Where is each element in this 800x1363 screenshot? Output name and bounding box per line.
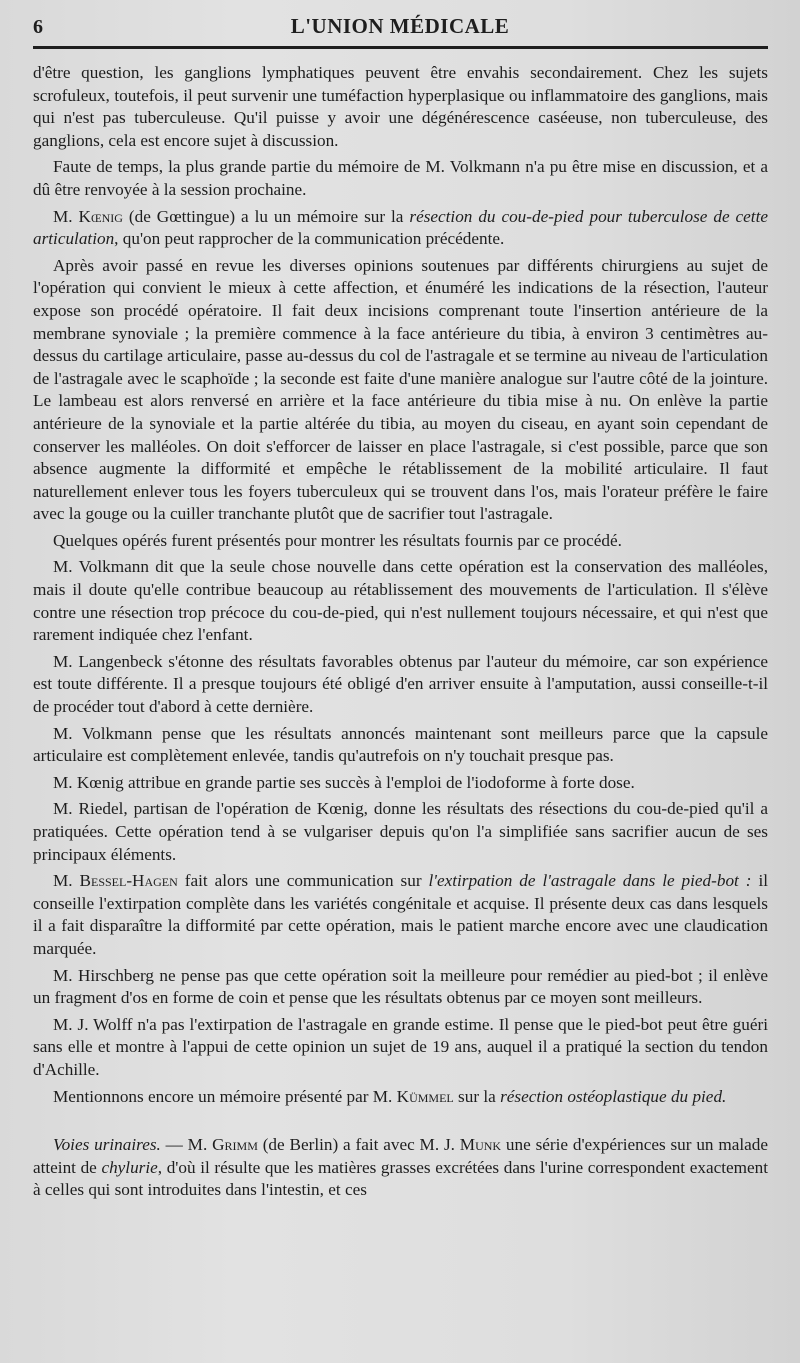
journal-title: L'UNION MÉDICALE [290, 14, 510, 38]
paragraph [33, 772, 768, 795]
paragraph [33, 651, 768, 719]
text-run: , qu'on peut rapprocher de la communication précédente. [114, 229, 505, 249]
text-run: M. J. Wolff n'a pas l'extirpation de l'astragale en grande estime. Il pense que le pied-bot peut être guéri sans elle et montre à l'appui de cette opinion un sujet de 19 ans, auquel il a pratiqué la section du tendon d'Achille. [33, 1014, 768, 1079]
author-name: Kœnig [78, 206, 123, 226]
author-name: Bessel-Hagen [79, 871, 178, 891]
text-run: une série d'expériences sur un malade atteint de [33, 1135, 768, 1177]
text-run: M. [53, 206, 79, 226]
page-header [0, 12, 800, 44]
paragraph [33, 965, 768, 1010]
text-run: — M. [160, 1135, 213, 1155]
italic-text: chylurie [101, 1157, 158, 1177]
text-run: M. Riedel, partisan de l'opération de Kœnig, donne les résultats des résections du cou-de-pied qu'il a pratiquées. Cette opération tend à se vulgariser depuis qu'on l'a simplifiée sans sacrifier aucun de ses principaux éléments. [33, 799, 768, 864]
paragraph [33, 1014, 768, 1082]
italic-text: résection du cou-de-pied pour tuberculose de cette articulation [33, 206, 768, 249]
paragraph [33, 1086, 768, 1109]
paragraph [33, 723, 768, 768]
article-body [33, 62, 768, 1206]
header-rule [33, 46, 768, 49]
italic-text: résection ostéoplastique du pied. [500, 1086, 727, 1106]
text-run: (de Gœttingue) a lu un mémoire sur la [122, 206, 410, 226]
text-run: M. Volkmann dit que la seule chose nouvelle dans cette opération est la conservation des malléoles, mais il doute qu'elle contribue beaucoup au rétablissement des mouvements de l'articulation. Il s'élève contre une résection trop précoce du cou-de-pied, qui n'est nullement toujours nécessaire, et qui n'est que rarement indiquée chez l'enfant. [33, 557, 768, 645]
text-run: Après avoir passé en revue les diverses opinions soutenues par différents chirurgiens au sujet de l'opération qui convient le mieux à cette affection, et énuméré les indications de la résection, l'auteur expose son procédé opératoire. Il fait deux incisions comprenant toute l'insertion antérieure de la membrane synoviale ; la première commence à la face antérieure du tibia, à environ 3 centimètres au-dessus du cartilage articulaire, passe au-dessus du col de l'astragale et se termine au niveau de l'articulation de l'astragale avec le scaphoïde ; la seconde est faite d'une manière analogue sur l'autre côté de la jointure. Le lambeau est alors renversé en arrière et la face antérieure du tibia mise à nu. On enlève la partie antérieure de la synoviale et la partie altérée du tibia, au moyen du ciseau, en ayant soin cependant de conserver les malléoles. On doit s'efforcer de laisser en place l'astragale, si c'est possible, parce que son absence augmente la difformité et empêche le rétablissement de la mobilité articulaire. Il faut naturellement enlever tous les foyers tuberculeux qui se trouvent dans l'os, mais l'orateur préfère le faire avec la gouge ou la cuiller tranchante plutôt que de sacrifier tout l'astragale. [33, 255, 768, 524]
paragraph [33, 255, 768, 526]
text-run: , d'où il résulte que les matières grasses excrétées dans l'urine correspondent exactement à celles qui sont introduites dans l'intestin, et ces [33, 1157, 768, 1200]
paragraph [33, 870, 768, 960]
text-run: (de Berlin) a fait avec M. J. [257, 1135, 460, 1155]
text-run: M. [53, 871, 80, 891]
text-run: M. Langenbeck s'étonne des résultats favorables obtenus par l'auteur du mémoire, car son expérience est toute différente. Il a presque toujours été obligé d'en arriver ensuite à l'amputation, aussi conseille-t-il de procéder tout d'abord à cette dernière. [33, 651, 768, 717]
text-run: Faute de temps, la plus grande partie du mémoire de M. Volkmann n'a pu être mise en discussion, et a dû être renvoyée à la session prochaine. [33, 157, 768, 199]
text-run: Quelques opérés furent présentés pour montrer les résultats fournis par ce procédé. [53, 530, 622, 550]
paragraph [33, 62, 768, 152]
paragraph [33, 798, 768, 866]
text-run: M. Kœnig attribue en grande partie ses succès à l'emploi de l'iodoforme à forte dose. [53, 772, 635, 792]
paragraph [33, 206, 768, 251]
text-run: Mentionnons encore un mémoire présenté par M. [53, 1086, 397, 1106]
section-spacer [33, 1112, 768, 1134]
text-run: M. Volkmann pense que les résultats annoncés maintenant sont meilleurs parce que la capsule articulaire est complètement enlevée, tandis qu'autrefois on n'y touchait presque pas. [33, 723, 768, 766]
italic-text: Voies urinaires. [53, 1135, 161, 1155]
page-number: 6 [33, 16, 43, 38]
text-run: il conseille l'extirpation complète dans les variétés congénitale et acquise. Il présente deux cas dans lesquels il a fait disparaître la difformité par cette opération, mais le patient marche encore avec une claudication marquée. [33, 871, 768, 958]
text-run: d'être question, les ganglions lymphatiques peuvent être envahis secondairement. Chez les sujets scrofuleux, toutefois, il peut survenir une tuméfaction hyperplasique ou inflammatoire des ganglions, mais qui n'est pas tuberculeuse. Qu'il puisse y avoir une dégénérescence caséeuse, non tuberculeuse, des ganglions, cela est encore sujet à discussion. [33, 63, 768, 150]
author-name: Kümmel [396, 1086, 454, 1106]
text-run: M. Hirschberg ne pense pas que cette opération soit la meilleure pour remédier au pied-bot ; il enlève un fragment d'os en forme de coin et pense que les résultats obtenus par ce moyen sont meilleurs. [33, 965, 768, 1008]
paragraph [33, 156, 768, 201]
paragraph [33, 530, 768, 553]
paragraph [33, 556, 768, 646]
paragraph [33, 1134, 768, 1202]
text-run: sur la [453, 1086, 501, 1106]
text-run: fait alors une communication sur [177, 871, 429, 891]
author-name: Grimm [212, 1135, 258, 1155]
author-name: Munk [459, 1135, 502, 1155]
italic-text: l'extirpation de l'astragale dans le pied-bot : [428, 871, 752, 891]
